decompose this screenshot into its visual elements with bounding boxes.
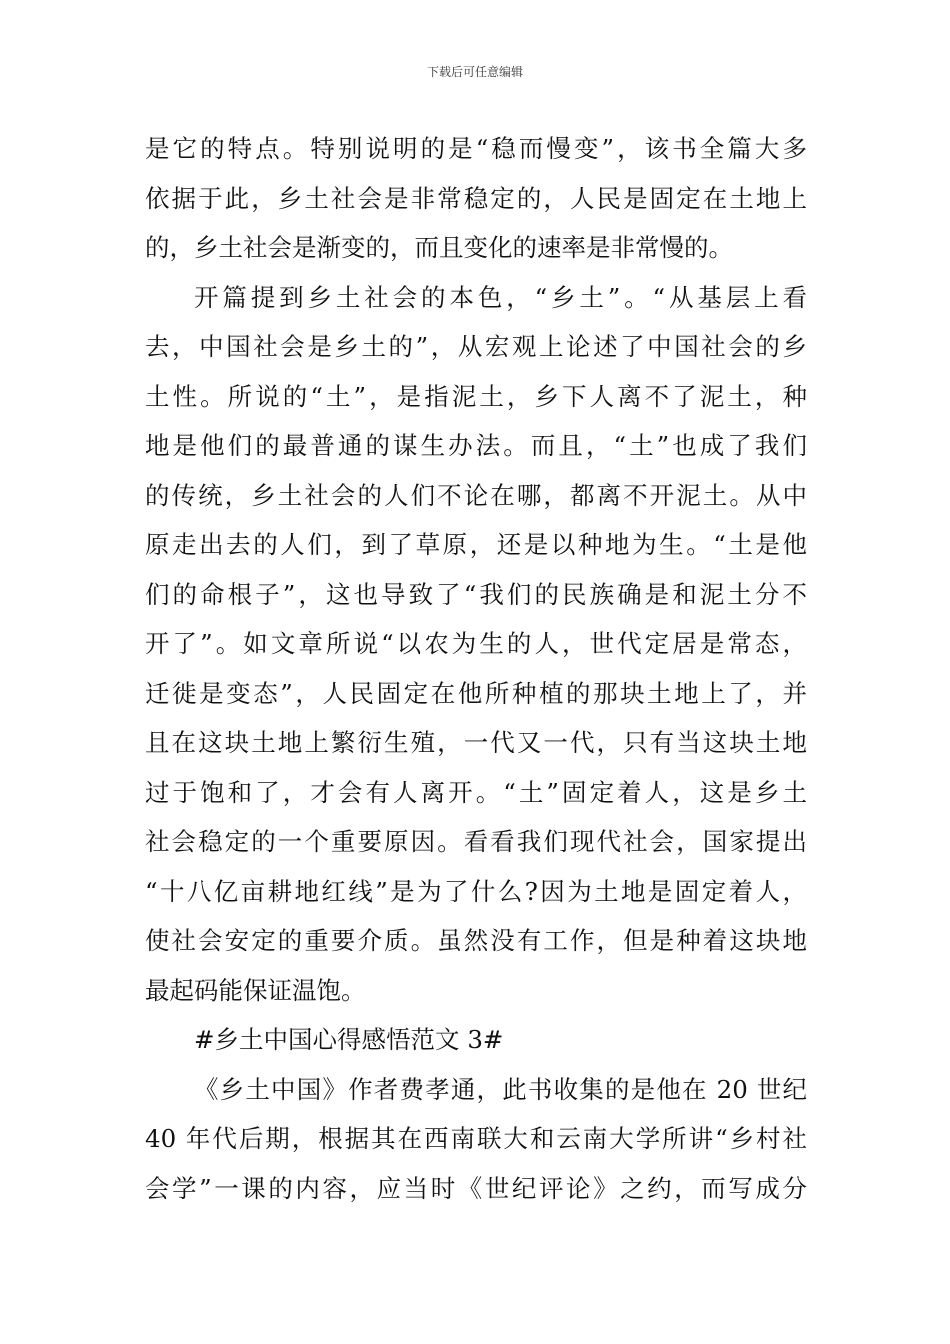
text-line: 最起码能保证温饱。: [145, 975, 366, 1005]
text-line: 的，乡土社会是渐变的，而且变化的速率是非常慢的。: [145, 233, 733, 262]
document-body: [145, 124, 807, 1213]
text-line: 地是他们的最普通的谋生办法。而且，“土”也成了我们: [145, 431, 807, 460]
text-line: 去，中国社会是乡土的”，从宏观上论述了中国社会的乡: [145, 332, 807, 361]
text-line: 40 年代后期，根据其在西南联大和云南大学所讲“乡村社: [145, 1124, 807, 1153]
text-line: 依据于此，乡土社会是非常稳定的，人民是固定在土地上: [145, 183, 807, 213]
page-header: 下载后可任意编辑: [426, 65, 523, 79]
text-line: “十八亿亩耕地红线”是为了什么?因为土地是固定着人，: [145, 876, 807, 906]
text-line: 土性。所说的“土”，是指泥土，乡下人离不了泥土，种: [145, 381, 807, 411]
text-line: 过于饱和了，才会有人离开。“土”固定着人，这是乡土: [145, 777, 807, 807]
text-line: 是它的特点。特别说明的是“稳而慢变”，该书全篇大多: [145, 134, 807, 163]
paragraph-start-line: 开篇提到乡土社会的本色，“乡土”。“从基层上看: [194, 282, 807, 312]
text-line: 社会稳定的一个重要原因。看看我们现代社会，国家提出: [145, 827, 807, 856]
text-line: 且在这块土地上繁衍生殖，一代又一代，只有当这块土地: [145, 728, 807, 757]
paragraph-start-line: 《乡土中国》作者费孝通，此书收集的是他在 20 世纪: [194, 1074, 807, 1104]
text-line: 使社会安定的重要介质。虽然没有工作，但是种着这块地: [145, 926, 807, 955]
section-heading: #乡土中国心得感悟范文 3#: [194, 1025, 504, 1054]
text-line: 会学”一课的内容，应当时《世纪评论》之约，而写成分: [145, 1173, 807, 1203]
text-line: 开了”。如文章所说“以农为生的人，世代定居是常态，: [145, 629, 807, 658]
text-line: 的传统，乡土社会的人们不论在哪，都离不开泥土。从中: [145, 480, 807, 510]
text-line: 迁徙是变态”，人民固定在他所种植的那块土地上了，并: [145, 678, 807, 708]
text-line: 原走出去的人们，到了草原，还是以种地为生。“土是他: [145, 530, 807, 559]
text-line: 们的命根子”，这也导致了“我们的民族确是和泥土分不: [145, 579, 807, 609]
